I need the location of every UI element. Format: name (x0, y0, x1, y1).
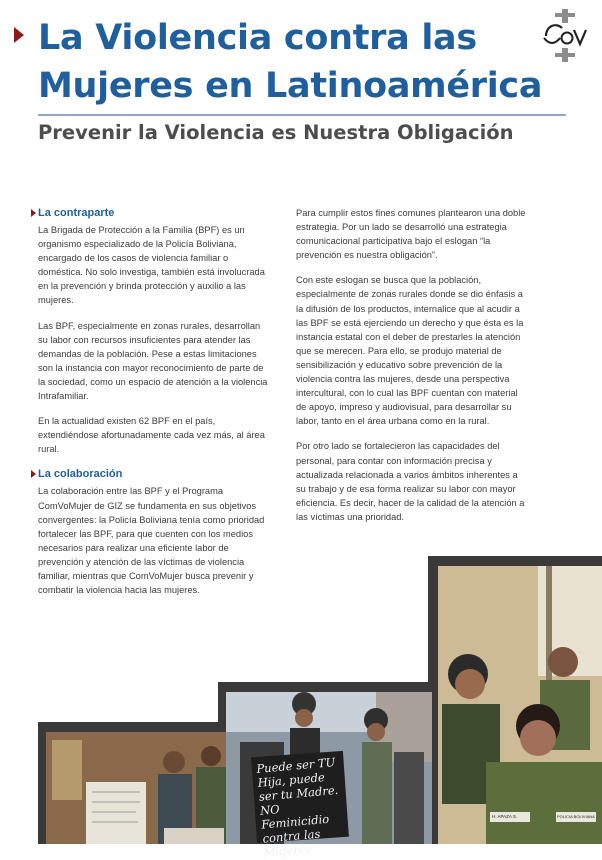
title-marker-icon (14, 27, 24, 43)
page-subtitle: Prevenir la Violencia es Nuestra Obligación (38, 121, 514, 144)
bullet-arrow-icon (31, 209, 36, 217)
bullet-arrow-icon (31, 470, 36, 478)
title-line-2: Mujeres en Latinoamérica (38, 66, 543, 106)
photo-workshop (46, 732, 232, 844)
section-heading-colaboracion: La colaboración (38, 467, 268, 482)
paragraph: La colaboración entre las BPF y el Programa ComVoMujer de GIZ se fundamenta en sus objetivos convergentes: la Policía Boliviana tenía como prioridad fortalecer las BPF, para que cuenten con los medios necesarios para realizar una eficiente labor de prevención y atención de las víctimas de violencia familiar, mientras que ComVoMujer busca prevenir y combatir la violencia hacia las mujeres. (38, 486, 265, 596)
protest-placard-text: Puede ser TU Hija, puede ser tu Madre. NO Feminicidio contra las Mujeres (255, 755, 339, 860)
section-heading-contraparte: La contraparte (38, 206, 268, 221)
left-column (38, 206, 268, 608)
paragraph: Para cumplir estos fines comunes plantearon una doble estrategia. Por un lado se desarrolló una estrategia comunicacional participativa bajo el eslogan “la prevención es nuestra obligación”. (296, 208, 526, 261)
paragraph: Por otro lado se fortalecieron las capacidades del personal, para contar con información precisa y actualizada relacionada a varios ámbitos inherentes a su trabajo y de esa forma realizar su labor con mayor eficiencia. Es decir, hacer de la calidad de la atención a las víctimas una prioridad. (296, 441, 525, 522)
photo-march (226, 692, 432, 860)
right-column (296, 206, 526, 535)
paragraph: En la actualidad existen 62 BPF en el país, extendiéndose afortunadamente cada vez más, al área rural. (38, 416, 265, 455)
paragraph: Las BPF, especialmente en zonas rurales, desarrollan su labor con recursos insuficientes para atender las demandas de la población. Pese a estas limitaciones son la instancia con mayor reconocimiento de parte de la sociedad, como un espacio de atención a la violencia Intrafamiliar. (38, 320, 268, 402)
name-tag-officer: H. APAZA S. (492, 814, 518, 819)
photo-officers (438, 566, 602, 844)
title-divider (38, 114, 566, 116)
comvomujer-logo-icon (540, 8, 590, 68)
paragraph: La Brigada de Protección a la Familia (BPF) es un organismo especializado de la Policía Boliviana, encargado de los casos de violencia familiar o doméstica. No solo investiga, también está involucrada en la prevención y brinda protección y auxilio a las mujeres. (38, 225, 265, 306)
page-title (38, 14, 542, 110)
title-line-1: La Violencia contra las (38, 18, 477, 58)
paragraph: Con este eslogan se busca que la población, especialmente de zonas rurales donde se dio énfasis a la difusión de los productos, internalice que al acudir a las BPF se está ejerciendo un derecho y que ésta es la instancia estatal con el deber de prestarles la atención que se merecen. Para ello, se produjo material de sensibilización y educativo sobre prevención de la violencia contra las mujeres, desde una perspectiva intercultural, con lo cual las BPF cuentan con material de apoyo, impreso y audiovisual, para desarrollar su labor, tanto en el área urbana como en la rural. (296, 275, 524, 427)
name-tag-institution: POLICIA BOLIVIANA (557, 814, 595, 819)
